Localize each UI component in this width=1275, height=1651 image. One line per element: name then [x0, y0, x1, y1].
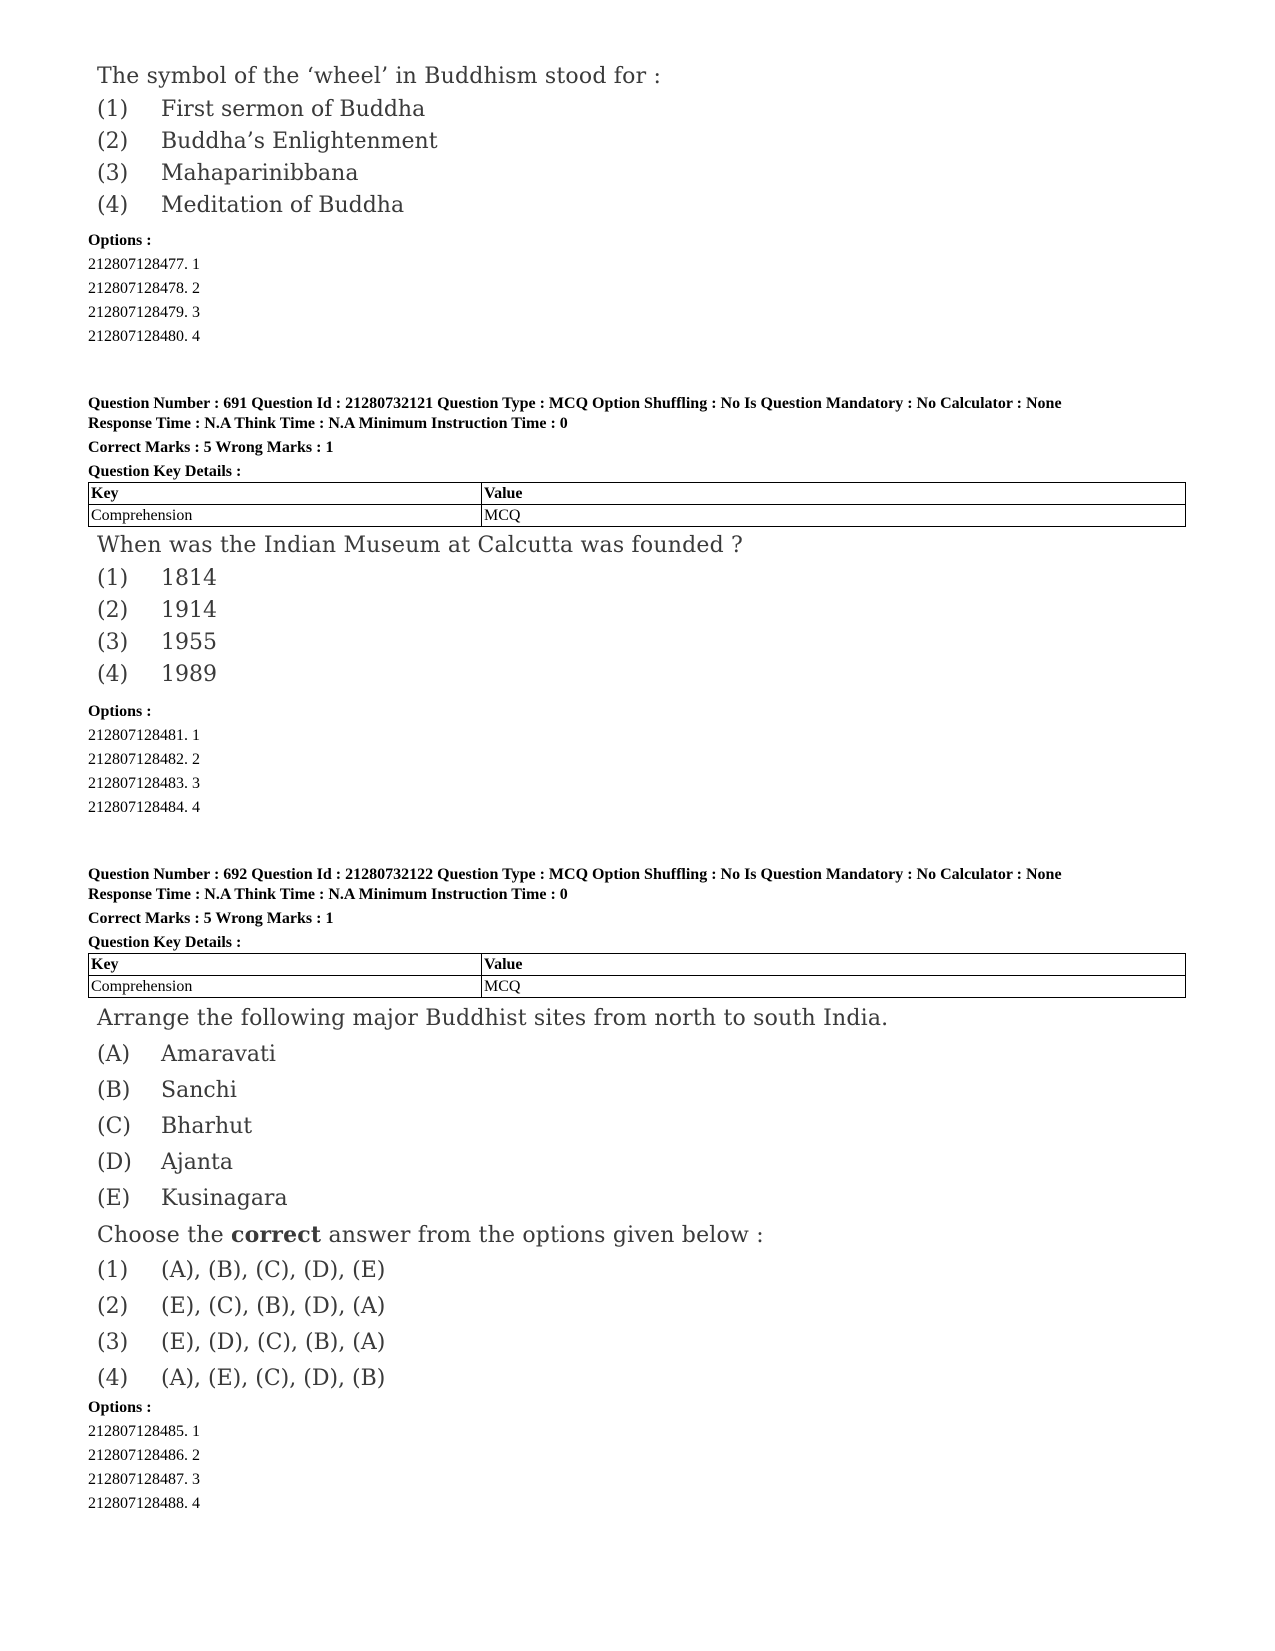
choice: (2) (E), (C), (B), (D), (A): [97, 1294, 386, 1319]
option-item: 212807128486. 2: [88, 1447, 200, 1464]
key-details-label: Question Key Details :: [88, 463, 242, 480]
table-header-key: Key: [89, 954, 482, 976]
option-item: 212807128483. 3: [88, 775, 200, 792]
table-header-value: Value: [482, 954, 1186, 976]
options-label: Options :: [88, 232, 152, 249]
question-image-3: [97, 1006, 888, 1402]
option-item: 212807128480. 4: [88, 328, 200, 345]
choice: (2) Buddha’s Enlightenment: [97, 129, 438, 154]
list-item: (C) Bharhut: [97, 1114, 253, 1139]
question-image-1: [97, 64, 661, 225]
options-list: [88, 229, 200, 349]
options-label: Options :: [88, 703, 152, 720]
table-cell-value: MCQ: [482, 505, 1186, 527]
question-meta: Question Number : 692 Question Id : 21280732122 Question Type : MCQ Option Shuffling : No Is Question Mandatory : No Calculator : None Response Time : N.A Think Time : N.A Minimum Instruction Time : 0: [88, 866, 1062, 903]
choice: (3) (E), (D), (C), (B), (A): [97, 1330, 386, 1355]
option-item: 212807128478. 2: [88, 280, 200, 297]
option-item: 212807128484. 4: [88, 799, 200, 816]
choice: (2) 1914: [97, 598, 217, 623]
key-value-table: [88, 953, 1186, 998]
list-item: (B) Sanchi: [97, 1078, 237, 1103]
options-label: Options :: [88, 1399, 152, 1416]
options-list: [88, 1396, 200, 1516]
choice: (3) 1955: [97, 630, 217, 655]
choice: (1) (A), (B), (C), (D), (E): [97, 1258, 386, 1283]
option-item: 212807128482. 2: [88, 751, 200, 768]
choice: (4) 1989: [97, 662, 217, 687]
option-item: 212807128481. 1: [88, 727, 200, 744]
table-header-value: Value: [482, 483, 1186, 505]
options-list: [88, 700, 200, 820]
question-stem: The symbol of the ‘wheel’ in Buddhism stood for :: [97, 64, 662, 89]
list-item: (D) Ajanta: [97, 1150, 233, 1175]
list-item: (A) Amaravati: [97, 1042, 276, 1067]
marks-line: Correct Marks : 5 Wrong Marks : 1: [88, 910, 334, 927]
option-item: 212807128479. 3: [88, 304, 200, 321]
option-item: 212807128488. 4: [88, 1495, 200, 1512]
table-cell-key: Comprehension: [89, 505, 482, 527]
option-item: 212807128477. 1: [88, 256, 200, 273]
list-item: (E) Kusinagara: [97, 1186, 288, 1211]
table-cell-key: Comprehension: [89, 976, 482, 998]
choice: (4) Meditation of Buddha: [97, 193, 405, 218]
choice: (3) Mahaparinibbana: [97, 161, 359, 186]
option-item: 212807128487. 3: [88, 1471, 200, 1488]
key-value-table: [88, 482, 1186, 527]
choice: (1) First sermon of Buddha: [97, 97, 426, 122]
marks-line: Correct Marks : 5 Wrong Marks : 1: [88, 439, 334, 456]
choice: (4) (A), (E), (C), (D), (B): [97, 1366, 386, 1391]
question-image-2: [97, 533, 743, 694]
table-cell-value: MCQ: [482, 976, 1186, 998]
question-stem: Arrange the following major Buddhist sites from north to south India.: [97, 1006, 889, 1031]
question-stem: When was the Indian Museum at Calcutta was founded ?: [97, 533, 744, 558]
question-meta: Question Number : 691 Question Id : 21280732121 Question Type : MCQ Option Shuffling : No Is Question Mandatory : No Calculator : None Response Time : N.A Think Time : N.A Minimum Instruction Time : 0: [88, 395, 1062, 432]
key-details-label: Question Key Details :: [88, 934, 242, 951]
choice: (1) 1814: [97, 566, 217, 591]
instruction-line: Choose the correct answer from the options given below :: [97, 1222, 764, 1248]
option-item: 212807128485. 1: [88, 1423, 200, 1440]
table-header-key: Key: [89, 483, 482, 505]
